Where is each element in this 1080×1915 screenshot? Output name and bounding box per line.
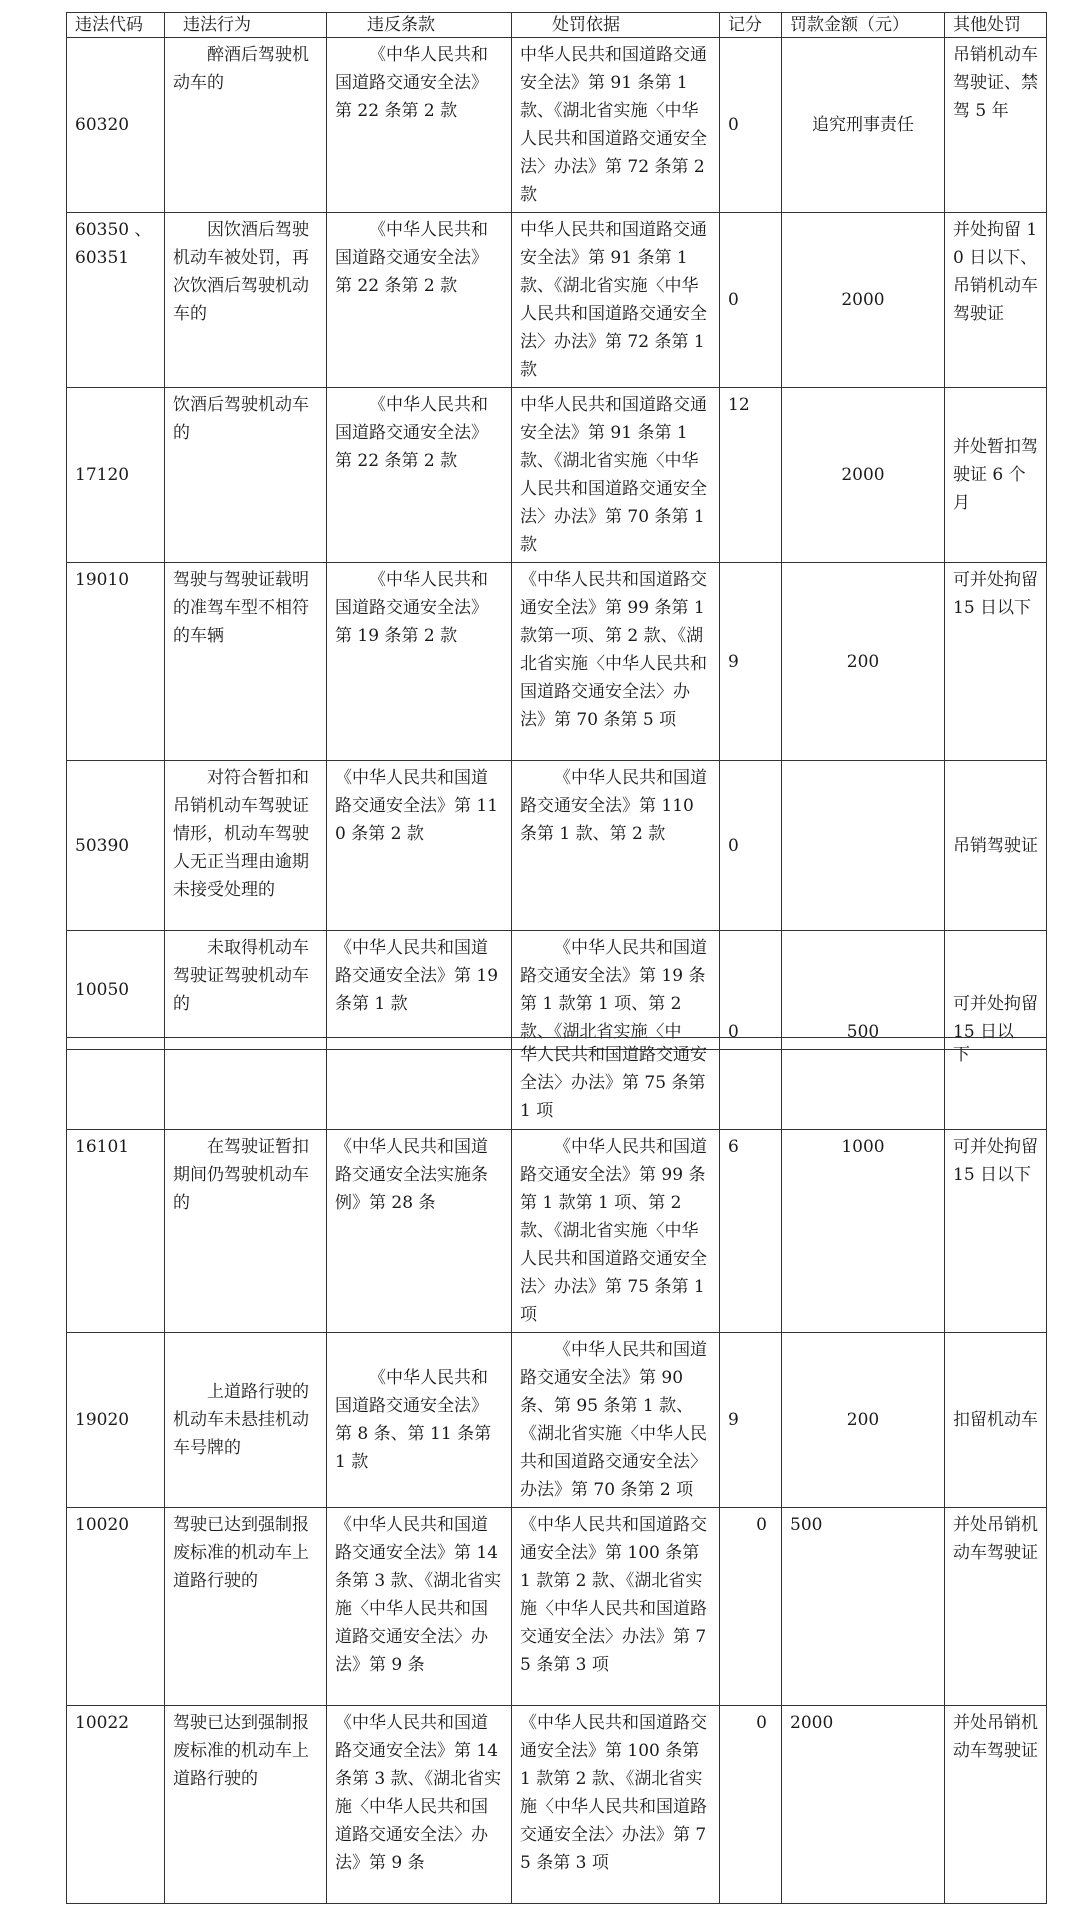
cell-basis: 《中华人民共和国道路交通安全法》第 90 条、第 95 条第 1 款、《湖北省实施〈中华人民共和国道路交通安全法〉办法》第 70 条第 2 项 bbox=[512, 1333, 720, 1508]
table-row bbox=[67, 563, 1047, 761]
cell-basis: 《中华人民共和国道路交通安全法》第 100 条第 1 款第 2 款、《湖北省实施〈中华人民共和国道路交通安全法〉办法》第 75 条第 3 项 bbox=[512, 1508, 720, 1706]
cell-other: 扣留机动车 bbox=[945, 1333, 1047, 1508]
cell-behavior: 饮酒后驾驶机动车的 bbox=[165, 388, 327, 563]
cell-fine: 500 bbox=[782, 931, 945, 1050]
cell-clause: 《中华人民共和国道路交通安全法》第 14 条第 3 款、《湖北省实施〈中华人民共和国道路交通安全法〉办法》第 9 条 bbox=[327, 1706, 512, 1904]
cell-other: 可并处拘留 15 日以下 bbox=[945, 1130, 1047, 1333]
cell-behavior: 驾驶与驾驶证载明的准驾车型不相符的车辆 bbox=[165, 563, 327, 761]
cell-other: 并处吊销机动车驾驶证 bbox=[945, 1508, 1047, 1706]
cell-other: 并处拘留 10 日以下、吊销机动车驾驶证 bbox=[945, 213, 1047, 388]
cell-score: 0 bbox=[720, 761, 782, 931]
cell-code: 19020 bbox=[67, 1333, 165, 1508]
cell-clause: 《中华人民共和国道路交通安全法》第 22 条第 2 款 bbox=[327, 213, 512, 388]
cell-code: 60350 、60351 bbox=[67, 213, 165, 388]
cell-fine: 200 bbox=[782, 563, 945, 761]
cell-score: 0 bbox=[720, 1706, 782, 1904]
table-row bbox=[67, 761, 1047, 931]
cell-clause: 《中华人民共和国道路交通安全法》第 110 条第 2 款 bbox=[327, 761, 512, 931]
cell-basis: 《中华人民共和国道路交通安全法》第 100 条第 1 款第 2 款、《湖北省实施〈中华人民共和国道路交通安全法〉办法》第 75 条第 3 项 bbox=[512, 1706, 720, 1904]
cell-behavior: 未取得机动车驾驶证驾驶机动车的 bbox=[165, 931, 327, 1050]
cell-fine: 追究刑事责任 bbox=[782, 38, 945, 213]
cell-fine: 200 bbox=[782, 1333, 945, 1508]
cell-other: 可并处拘留 15 日以下 bbox=[945, 563, 1047, 761]
header-code: 违法代码 bbox=[67, 13, 165, 38]
table-row bbox=[67, 1130, 1047, 1333]
cell-behavior: 在驾驶证暂扣期间仍驾驶机动车的 bbox=[165, 1130, 327, 1333]
cell-basis: 《中华人民共和国道路交通安全法》第 99 条第 1 款第 1 项、第 2 款、《湖北省实施〈中华人民共和国道路交通安全法〉办法》第 75 条第 1 项 bbox=[512, 1130, 720, 1333]
cell-score: 0 bbox=[720, 213, 782, 388]
cell-code: 10050 bbox=[67, 931, 165, 1050]
cell-basis: 《中华人民共和国道路交通安全法》第 110 条第 1 款、第 2 款 bbox=[512, 761, 720, 931]
cell-other: 吊销机动车驾驶证、禁驾 5 年 bbox=[945, 38, 1047, 213]
cell-fine: 2000 bbox=[782, 1706, 945, 1904]
table-header-row bbox=[67, 13, 1047, 38]
cell-clause: 《中华人民共和国道路交通安全法》第 8 条、第 11 条第 1 款 bbox=[327, 1333, 512, 1508]
cell-other: 吊销驾驶证 bbox=[945, 761, 1047, 931]
violations-table bbox=[66, 12, 1047, 1050]
cell-behavior: 因饮酒后驾驶机动车被处罚，再次饮酒后驾驶机动车的 bbox=[165, 213, 327, 388]
cell-fine: 2000 bbox=[782, 388, 945, 563]
cell-other: 并处暂扣驾驶证 6 个月 bbox=[945, 388, 1047, 563]
cell-score: 9 bbox=[720, 1333, 782, 1508]
cell-behavior: 对符合暂扣和吊销机动车驾驶证情形，机动车驾驶人无正当理由逾期未接受处理的 bbox=[165, 761, 327, 931]
cell-code: 19010 bbox=[67, 563, 165, 761]
violations-table-continued bbox=[66, 1037, 1047, 1904]
cell-clause: 《中华人民共和国道路交通安全法实施条例》第 28 条 bbox=[327, 1130, 512, 1333]
cell-code: 16101 bbox=[67, 1130, 165, 1333]
cell-code: 10022 bbox=[67, 1706, 165, 1904]
cell-fine: 2000 bbox=[782, 213, 945, 388]
cell-basis: 《中华人民共和国道路交通安全法》第 19 条第 1 款第 1 项、第 2 款、《湖北省实施〈中 bbox=[512, 931, 720, 1050]
cell-clause: 《中华人民共和国道路交通安全法》第 19 条第 2 款 bbox=[327, 563, 512, 761]
cell-basis: 《中华人民共和国道路交通安全法》第 99 条第 1 款第一项、第 2 款、《湖北省实施〈中华人民共和国道路交通安全法〉办法》第 70 条第 5 项 bbox=[512, 563, 720, 761]
cell-other: 可并处拘留 15 日以 bbox=[945, 931, 1047, 1050]
table-row bbox=[67, 38, 1047, 213]
cell-clause: 《中华人民共和国道路交通安全法》第 22 条第 2 款 bbox=[327, 38, 512, 213]
table-row bbox=[67, 388, 1047, 563]
cell-score: 0 bbox=[720, 38, 782, 213]
cell-score: 0 bbox=[720, 931, 782, 1050]
cell-behavior: 驾驶已达到强制报废标准的机动车上道路行驶的 bbox=[165, 1706, 327, 1904]
header-basis: 处罚依据 bbox=[512, 13, 720, 38]
table-row bbox=[67, 213, 1047, 388]
table-row bbox=[67, 931, 1047, 1050]
cell-code: 60320 bbox=[67, 38, 165, 213]
cell-other: 下 bbox=[945, 1038, 1047, 1130]
cell-behavior: 上道路行驶的机动车未悬挂机动车号牌的 bbox=[165, 1333, 327, 1508]
header-fine: 罚款金额（元） bbox=[782, 13, 945, 38]
cell-other: 并处吊销机动车驾驶证 bbox=[945, 1706, 1047, 1904]
header-score: 记分 bbox=[720, 13, 782, 38]
cell-fine: 500 bbox=[782, 1508, 945, 1706]
cell-clause: 《中华人民共和国道路交通安全法》第 14 条第 3 款、《湖北省实施〈中华人民共和国道路交通安全法〉办法》第 9 条 bbox=[327, 1508, 512, 1706]
cell-basis: 中华人民共和国道路交通安全法》第 91 条第 1 款、《湖北省实施〈中华人民共和国道路交通安全法〉办法》第 72 条第 2 款 bbox=[512, 38, 720, 213]
cell-code: 50390 bbox=[67, 761, 165, 931]
cell-basis: 中华人民共和国道路交通安全法》第 91 条第 1 款、《湖北省实施〈中华人民共和国道路交通安全法〉办法》第 72 条第 1 款 bbox=[512, 213, 720, 388]
cell-score: 6 bbox=[720, 1130, 782, 1333]
cell-fine bbox=[782, 761, 945, 931]
cell-basis: 华人民共和国道路交通安全法〉办法》第 75 条第 1 项 bbox=[512, 1038, 720, 1130]
table-row-continuation bbox=[67, 1038, 1047, 1130]
cell-score: 9 bbox=[720, 563, 782, 761]
header-other: 其他处罚 bbox=[945, 13, 1047, 38]
cell-clause: 《中华人民共和国道路交通安全法》第 19 条第 1 款 bbox=[327, 931, 512, 1050]
table-row bbox=[67, 1333, 1047, 1508]
cell-code: 17120 bbox=[67, 388, 165, 563]
cell-behavior: 醉酒后驾驶机动车的 bbox=[165, 38, 327, 213]
cell-score: 12 bbox=[720, 388, 782, 563]
cell-code: 10020 bbox=[67, 1508, 165, 1706]
cell-clause: 《中华人民共和国道路交通安全法》第 22 条第 2 款 bbox=[327, 388, 512, 563]
cell-fine: 1000 bbox=[782, 1130, 945, 1333]
table-row bbox=[67, 1706, 1047, 1904]
cell-score: 0 bbox=[720, 1508, 782, 1706]
cell-basis: 中华人民共和国道路交通安全法》第 91 条第 1 款、《湖北省实施〈中华人民共和国道路交通安全法〉办法》第 70 条第 1 款 bbox=[512, 388, 720, 563]
cell-behavior: 驾驶已达到强制报废标准的机动车上道路行驶的 bbox=[165, 1508, 327, 1706]
table-row bbox=[67, 1508, 1047, 1706]
header-clause: 违反条款 bbox=[327, 13, 512, 38]
header-behavior: 违法行为 bbox=[165, 13, 327, 38]
